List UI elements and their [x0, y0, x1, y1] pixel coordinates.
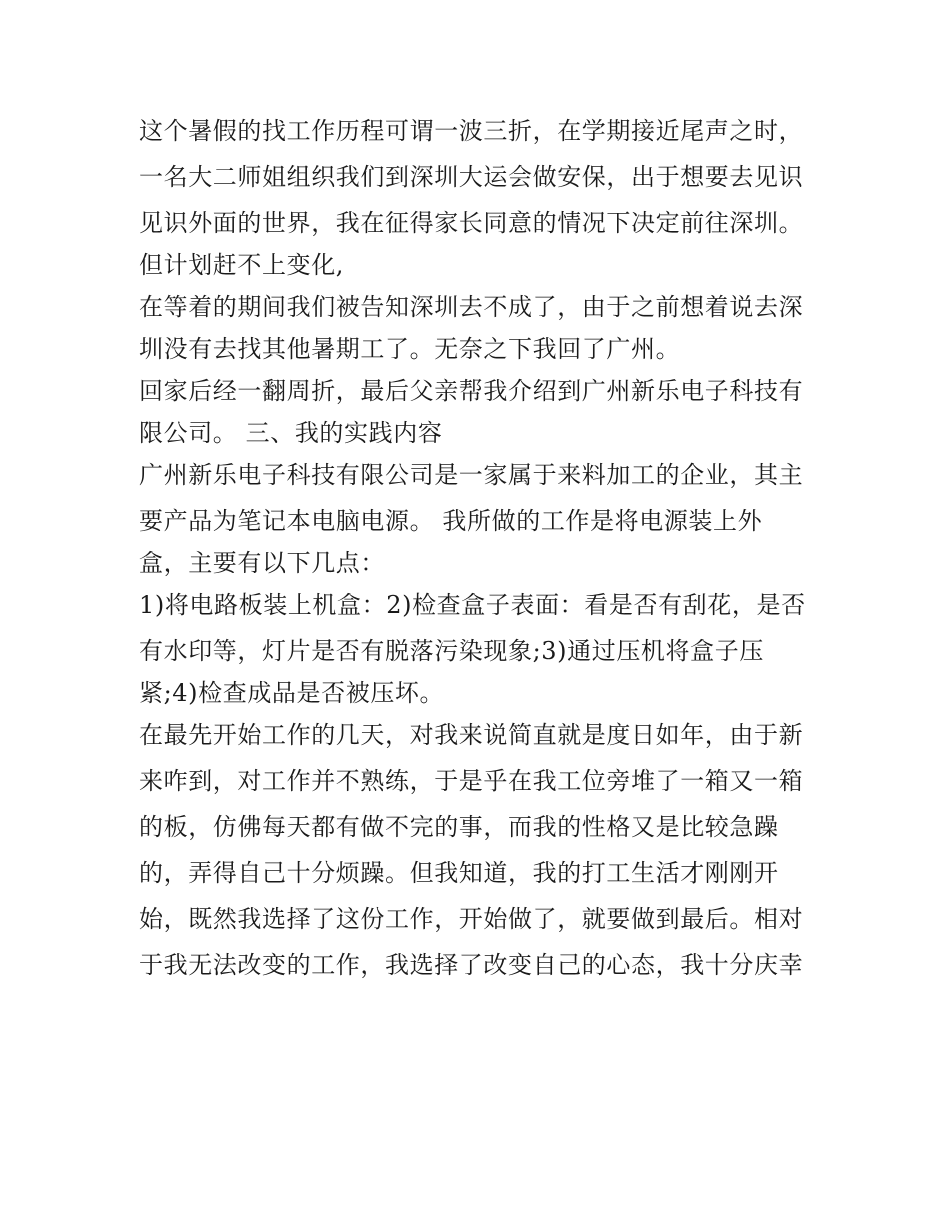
text-line: 圳没有去找其他暑期工了。无奈之下我回了广州。 — [139, 335, 681, 363]
text-line: 1)将电路板装上机盒：2)检查盒子表面：看是否有刮花，是否 — [139, 591, 806, 619]
text-line: 于我无法改变的工作，我选择了改变自己的心态，我十分庆幸 — [139, 951, 804, 979]
text-line: 有水印等，灯片是否有脱落污染现象;3)通过压机将盒子压 — [139, 637, 764, 665]
text-line: 在等着的期间我们被告知深圳去不成了，由于之前想着说去深 — [139, 293, 804, 321]
text-line: 的板，仿佛每天都有做不完的事，而我的性格又是比较急躁 — [139, 813, 779, 841]
text-line: 但计划赶不上变化, — [139, 251, 345, 279]
text-line: 这个暑假的找工作历程可谓一波三折，在学期接近尾声之时， — [139, 117, 804, 145]
text-line: 的，弄得自己十分烦躁。但我知道，我的打工生活才刚刚开 — [139, 859, 779, 887]
text-line: 回家后经一翻周折，最后父亲帮我介绍到广州新乐电子科技有 — [139, 377, 804, 405]
text-line: 一名大二师姐组织我们到深圳大运会做安保，出于想要去见识 — [139, 163, 804, 191]
text-line: 紧;4)检查成品是否被压坏。 — [139, 679, 445, 707]
text-line: 广州新乐电子科技有限公司是一家属于来料加工的企业，其主 — [139, 461, 804, 489]
text-line: 在最先开始工作的几天，对我来说简直就是度日如年，由于新 — [139, 721, 804, 749]
text-line: 盒，主要有以下几点： — [139, 549, 385, 577]
document-body — [139, 108, 819, 988]
text-line: 来咋到，对工作并不熟练，于是乎在我工位旁堆了一箱又一箱 — [139, 767, 804, 795]
text-line: 始，既然我选择了这份工作，开始做了，就要做到最后。相对 — [139, 905, 804, 933]
text-line: 限公司。 三、我的实践内容 — [139, 419, 443, 447]
text-line: 要产品为笔记本电脑电源。 我所做的工作是将电源装上外 — [139, 507, 763, 535]
text-line: 见识外面的世界，我在征得家长同意的情况下决定前往深圳。 — [139, 209, 804, 237]
